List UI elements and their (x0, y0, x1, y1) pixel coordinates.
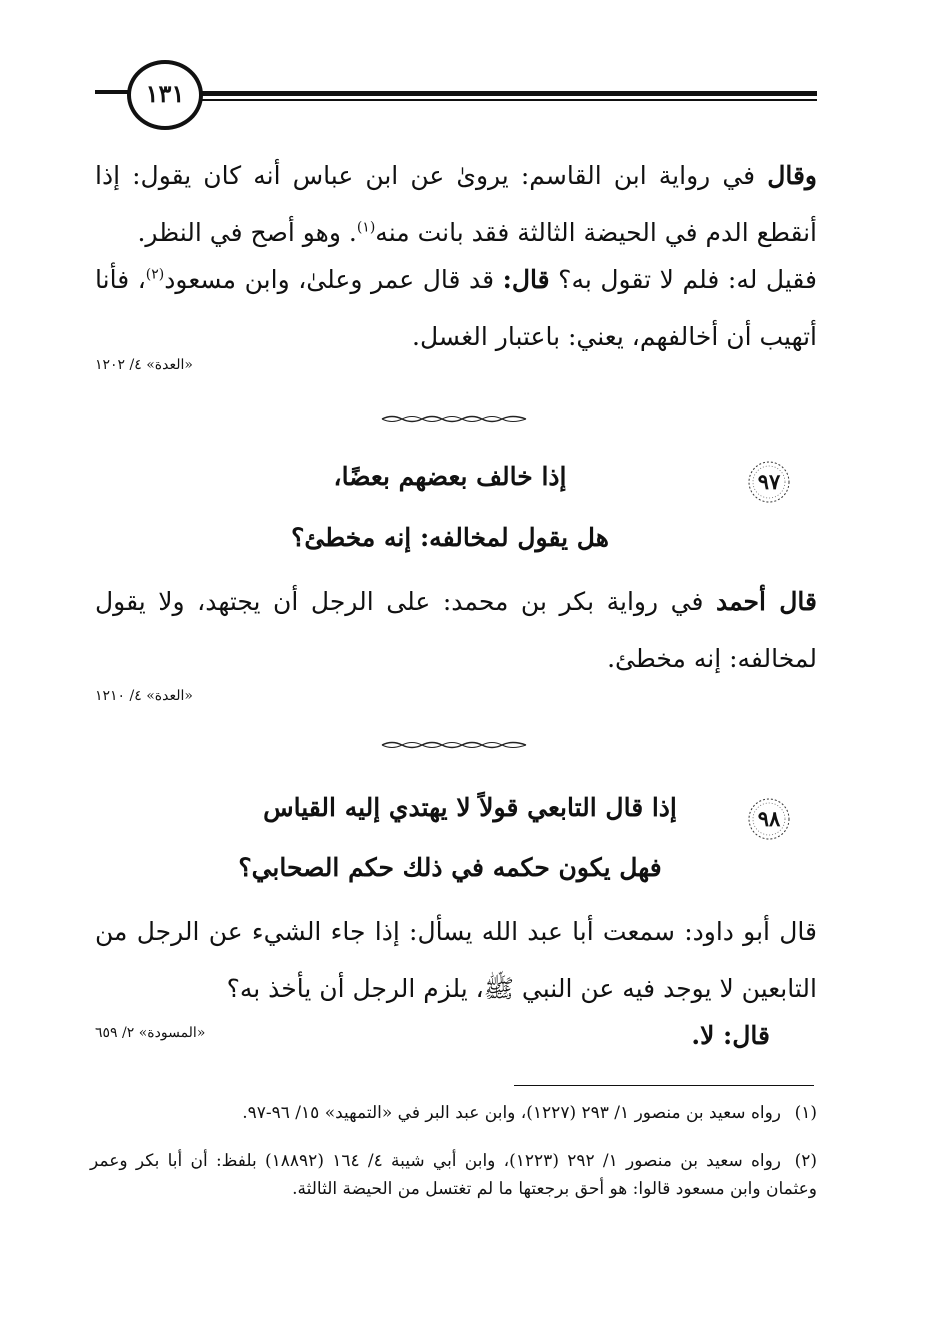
question-97-number: ٩٧ (757, 469, 781, 494)
header-rule-right-thick (200, 91, 817, 96)
paragraph-1-tail: . وهو أصح في النظر. (137, 218, 357, 247)
footnote-1-text: رواه سعيد بن منصور ١/ ٢٩٣ (١٢٢٧)، وابن عبد البر في «التمهيد» ١٥/ ٩٦-٩٧. (242, 1103, 781, 1123)
footnote-1-number: (١) (794, 1103, 817, 1123)
footnote-ref-1[interactable]: (١) (356, 219, 376, 236)
footnote-2-number: (٢) (794, 1151, 817, 1171)
paragraph-2-qal: قال: (502, 265, 550, 294)
footnote-2 (90, 1147, 817, 1203)
question-98-paragraph: قال أبو داود: سمعت أبا عبد الله يسأل: إذا جاء الشيء عن الرجل من التابعين لا يوجد فيه عن النبي ﷺ، يلزم الرجل أن يأخذ به؟ (95, 917, 817, 1003)
question-98-title-line-1: إذا قال التابعي قولاً لا يهتدي إليه القياس (263, 793, 677, 822)
paragraph-1-text: في رواية ابن القاسم: يروىٰ عن ابن عباس أنه كان يقول: إذا أنقطع الدم في الحيضة الثالثة فقد بانت منه (95, 161, 817, 247)
ornament-divider-1 (380, 414, 528, 424)
source-reference-1: «العدة» ٤/ ١٢٠٢ (95, 357, 193, 373)
paragraph-2-text-3: ، فأنا أتهيب أن أخالفهم، يعني: باعتبار الغسل. (95, 265, 817, 351)
ornament-divider-2 (380, 740, 528, 750)
footnote-1 (90, 1099, 817, 1127)
question-97-text: في رواية بكر بن محمد: على الرجل أن يجتهد، ولا يقول لمخالفه: إنه مخطئ. (95, 587, 817, 673)
footnote-2-text: رواه سعيد بن منصور ١/ ٢٩٢ (١٢٢٣)، وابن أبي شيبة ٤/ ١٦٤ (١٨٨٩٢) بلفظ: أن أبا بكر وعمر وعثمان وابن مسعود قالوا: هو أحق برجعتها ما لم تغتسل من الحيضة الثالثة. (90, 1151, 817, 1199)
source-reference-2: «العدة» ٤/ ١٢١٠ (95, 688, 193, 704)
paragraph-2-text-1: فقيل له: فلم لا تقول به؟ (549, 265, 817, 294)
question-97-lead: قال أحمد (715, 587, 817, 616)
question-98-number: ٩٨ (757, 806, 781, 831)
page-number: ١٣١ (127, 60, 203, 130)
question-97-title-line-2: هل يقول لمخالفه: إنه مخطئ؟ (291, 523, 609, 552)
source-reference-3: «المسودة» ٢/ ٦٥٩ (95, 1025, 206, 1041)
footnote-ref-2[interactable]: (٢) (145, 266, 165, 283)
footnote-separator (514, 1085, 814, 1086)
question-97-title-line-1: إذا خالف بعضهم بعضًا، (333, 462, 567, 491)
header-rule-right-thin (200, 99, 817, 101)
paragraph-2-text-2: قد قال عمر وعلىٰ، وابن مسعود (164, 265, 503, 294)
paragraph-1 (95, 147, 817, 261)
question-98-title-line-2: فهل يكون حكمه في ذلك حكم الصحابي؟ (238, 853, 662, 882)
paragraph-2 (95, 251, 817, 365)
paragraph-1-lead: وقال (767, 161, 817, 190)
question-98-answer: قال: لا. (691, 1021, 770, 1050)
question-97-paragraph (95, 573, 817, 687)
